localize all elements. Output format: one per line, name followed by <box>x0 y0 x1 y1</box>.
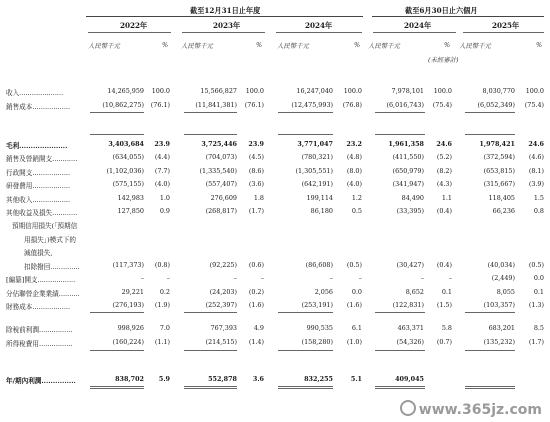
percent-cell: 100.0 <box>245 87 264 95</box>
unit-percent-label: % <box>354 41 361 49</box>
amount-cell: – <box>233 274 237 282</box>
subtotal-rule <box>184 112 237 113</box>
amount-cell: 8,652 <box>405 288 424 296</box>
percent-cell: (0.6) <box>248 261 264 269</box>
subtotal-rule <box>278 134 333 135</box>
total-double-rule <box>90 388 144 389</box>
percent-cell: (4.5) <box>248 153 264 161</box>
percent-cell: (0.5) <box>528 261 544 269</box>
header-group-annual-rule <box>86 16 363 17</box>
row-label: 銷售成本.................. <box>6 103 71 111</box>
subtotal-rule <box>90 112 144 113</box>
amount-cell: 767,393 <box>210 324 237 332</box>
amount-cell: (103,357) <box>483 301 515 309</box>
unit-percent-label: % <box>536 41 543 49</box>
amount-cell: (704,073) <box>205 153 237 161</box>
amount-cell: 838,702 <box>115 375 144 383</box>
row-label: 所得稅費用................ <box>6 340 73 348</box>
total-double-rule <box>278 386 333 387</box>
subtotal-rule <box>184 350 237 351</box>
percent-cell: 0.0 <box>533 274 544 282</box>
amount-cell: (92,225) <box>209 261 237 269</box>
percent-cell: – <box>358 274 362 282</box>
amount-cell: (411,550) <box>392 153 424 161</box>
percent-cell: 7.0 <box>159 324 170 332</box>
amount-cell: (12,475,993) <box>291 101 333 109</box>
percent-cell: 1.8 <box>253 194 264 202</box>
amount-cell: (122,831) <box>392 301 424 309</box>
amount-cell: – <box>140 274 144 282</box>
percent-cell: (8.2) <box>436 167 452 175</box>
header-group-interim-rule <box>372 16 544 17</box>
unaudited-label: (未經審計) <box>428 56 459 64</box>
subtotal-rule <box>90 350 144 351</box>
amount-cell: 15,566,827 <box>200 87 237 95</box>
amount-cell: (40,034) <box>487 261 515 269</box>
amount-cell: (24,203) <box>209 288 237 296</box>
amount-cell: 990,535 <box>306 324 333 332</box>
percent-cell: 5.1 <box>350 375 362 383</box>
percent-cell: (4.6) <box>528 153 544 161</box>
amount-cell: (642,191) <box>301 180 333 188</box>
amount-cell: 998,926 <box>117 324 144 332</box>
subtotal-rule <box>375 134 425 135</box>
amount-cell: 84,490 <box>401 194 424 202</box>
amount-cell: (6,052,349) <box>477 101 515 109</box>
year-rule-2024 <box>276 32 362 33</box>
percent-cell: (0.7) <box>436 338 452 346</box>
percent-cell: – <box>448 274 452 282</box>
percent-cell: 4.9 <box>253 324 264 332</box>
amount-cell: 2,056 <box>314 288 333 296</box>
amount-cell: – <box>420 274 424 282</box>
amount-cell: (650,979) <box>392 167 424 175</box>
percent-cell: (0.5) <box>346 261 362 269</box>
percent-cell: (8.6) <box>248 167 264 175</box>
row-label: 其他收入.................. <box>6 196 71 204</box>
amount-cell: (253,191) <box>301 301 333 309</box>
year-header-2022: 2022年 <box>120 21 148 30</box>
amount-cell: 29,221 <box>121 288 144 296</box>
year-header-2025-interim: 2025年 <box>492 21 520 30</box>
amount-cell: (780,321) <box>301 153 333 161</box>
amount-cell: 832,255 <box>304 375 333 383</box>
subtotal-rule <box>90 134 144 135</box>
amount-cell: (11,841,381) <box>195 101 237 109</box>
subtotal-rule <box>465 112 515 113</box>
percent-cell: 8.5 <box>533 324 544 332</box>
percent-cell: (0.8) <box>154 261 170 269</box>
subtotal-rule <box>375 350 425 351</box>
percent-cell: (1.4) <box>248 338 264 346</box>
row-label: 扣除撥回.............. <box>24 263 80 271</box>
amount-cell: (1,335,540) <box>199 167 237 175</box>
percent-cell: (1.0) <box>346 338 362 346</box>
amount-cell: (634,055) <box>112 153 144 161</box>
percent-cell: 100.0 <box>151 87 170 95</box>
percent-cell: 0.5 <box>351 207 362 215</box>
year-header-2024: 2024年 <box>305 21 333 30</box>
percent-cell: (4.4) <box>154 153 170 161</box>
percent-cell: 1.1 <box>441 194 452 202</box>
amount-cell: (372,594) <box>483 153 515 161</box>
percent-cell: (1.7) <box>248 207 264 215</box>
subtotal-rule <box>278 350 333 351</box>
amount-cell: 118,405 <box>488 194 515 202</box>
percent-cell: (0.2) <box>248 288 264 296</box>
unit-amount-label: 人民幣千元 <box>181 42 213 50</box>
amount-cell: 1,978,421 <box>479 140 515 148</box>
row-label: 預期信用損失(「預期信 <box>12 222 78 230</box>
row-label: 減值損失, <box>24 249 53 257</box>
amount-cell: (30,427) <box>396 261 424 269</box>
amount-cell: 276,609 <box>210 194 237 202</box>
percent-cell: (1.7) <box>528 338 544 346</box>
subtotal-rule <box>278 312 333 313</box>
watermark-text: www.365jz.com <box>418 402 542 418</box>
subtotal-rule <box>90 312 144 313</box>
percent-cell: – <box>260 274 264 282</box>
amount-cell: (158,280) <box>301 338 333 346</box>
percent-cell: 0.8 <box>533 207 544 215</box>
percent-cell: (8.1) <box>528 167 544 175</box>
total-double-rule <box>184 386 237 387</box>
amount-cell: 199,114 <box>306 194 333 202</box>
amount-cell: 1,961,358 <box>388 140 424 148</box>
amount-cell: (33,395) <box>396 207 424 215</box>
row-label: 研發費用.................. <box>6 182 71 190</box>
percent-cell: 6.1 <box>351 324 362 332</box>
percent-cell: (1.5) <box>436 301 452 309</box>
unit-amount-label: 人民幣千元 <box>277 42 309 50</box>
percent-cell: (4.0) <box>154 180 170 188</box>
percent-cell: 100.0 <box>525 87 544 95</box>
percent-cell: 1.2 <box>351 194 362 202</box>
subtotal-rule <box>375 112 425 113</box>
amount-cell: 8,030,770 <box>482 87 515 95</box>
amount-cell: 3,771,047 <box>297 140 333 148</box>
percent-cell: (3.9) <box>528 180 544 188</box>
amount-cell: (557,407) <box>205 180 237 188</box>
percent-cell: (8.0) <box>346 167 362 175</box>
percent-cell: – <box>166 274 170 282</box>
percent-cell: (4.3) <box>436 180 452 188</box>
percent-cell: (4.8) <box>346 153 362 161</box>
unit-amount-label: 人民幣千元 <box>88 42 120 50</box>
total-double-rule <box>184 388 237 389</box>
unit-percent-label: % <box>162 41 169 49</box>
watermark-logo-icon <box>400 400 416 416</box>
row-label: [編纂]開支.................. <box>6 276 76 284</box>
amount-cell: 142,983 <box>117 194 144 202</box>
row-label: 收入..................... <box>6 89 64 97</box>
amount-cell: (575,155) <box>112 180 144 188</box>
subtotal-rule <box>465 134 515 135</box>
amount-cell: (252,397) <box>205 301 237 309</box>
percent-cell: (1.9) <box>154 301 170 309</box>
amount-cell: (268,817) <box>205 207 237 215</box>
amount-cell: 86,180 <box>310 207 333 215</box>
amount-cell: 463,371 <box>397 324 424 332</box>
amount-cell: (160,224) <box>112 338 144 346</box>
total-double-rule <box>90 386 144 387</box>
amount-cell: 409,045 <box>395 375 424 383</box>
percent-cell: 3.6 <box>252 375 264 383</box>
percent-cell: 100.0 <box>343 87 362 95</box>
percent-cell: (1.6) <box>346 301 362 309</box>
percent-cell: (0.4) <box>436 207 452 215</box>
percent-cell: 0.0 <box>351 288 362 296</box>
amount-cell: 127,850 <box>117 207 144 215</box>
unit-amount-label: 人民幣千元 <box>368 42 400 50</box>
amount-cell: (276,193) <box>112 301 144 309</box>
amount-cell: (10,862,275) <box>102 101 144 109</box>
amount-cell: – <box>329 274 333 282</box>
amount-cell: (2,449) <box>491 274 515 282</box>
row-label: 銷售及營銷開支............ <box>6 155 78 163</box>
amount-cell: (1,305,551) <box>295 167 333 175</box>
total-double-rule <box>465 386 515 387</box>
amount-cell: 7,978,101 <box>391 87 424 95</box>
year-rule-2025-interim <box>463 32 544 33</box>
percent-cell: 24.6 <box>436 140 452 148</box>
year-rule-2022 <box>88 32 171 33</box>
amount-cell: 683,201 <box>488 324 515 332</box>
percent-cell: (5.2) <box>436 153 452 161</box>
subtotal-rule <box>375 312 425 313</box>
amount-cell: (315,667) <box>483 180 515 188</box>
percent-cell: 23.9 <box>154 140 170 148</box>
amount-cell: 8,055 <box>496 288 515 296</box>
unit-percent-label: % <box>256 41 263 49</box>
total-double-rule <box>375 386 425 387</box>
total-double-rule <box>465 388 515 389</box>
header-group-interim: 截至6月30日止六個月 <box>405 6 478 15</box>
percent-cell: 24.6 <box>528 140 544 148</box>
unit-amount-label: 人民幣千元 <box>459 42 491 50</box>
amount-cell: (54,326) <box>396 338 424 346</box>
percent-cell: 1.0 <box>159 194 170 202</box>
percent-cell: (75.4) <box>524 101 544 109</box>
percent-cell: (4.0) <box>346 180 362 188</box>
amount-cell: (214,515) <box>205 338 237 346</box>
percent-cell: 23.2 <box>346 140 362 148</box>
percent-cell: (1.1) <box>154 338 170 346</box>
row-label: 其他收益及損失............ <box>6 209 78 217</box>
amount-cell: 66,236 <box>492 207 515 215</box>
row-label: 分佔聯營企業業績.......... <box>6 290 80 298</box>
amount-cell: 3,725,446 <box>201 140 237 148</box>
amount-cell: 16,247,040 <box>296 87 333 95</box>
year-header-2024-interim: 2024年 <box>404 21 432 30</box>
percent-cell: (1.6) <box>248 301 264 309</box>
header-group-annual: 截至12月31日止年度 <box>190 6 261 15</box>
percent-cell: 1.5 <box>533 194 544 202</box>
percent-cell: 0.2 <box>159 288 170 296</box>
amount-cell: 14,265,959 <box>107 87 144 95</box>
amount-cell: 3,403,684 <box>108 140 144 148</box>
year-rule-2023 <box>182 32 265 33</box>
total-double-rule <box>375 388 425 389</box>
row-label: 年/期內利潤............... <box>6 377 76 385</box>
percent-cell: (76.1) <box>150 101 170 109</box>
year-rule-2024-interim <box>373 32 456 33</box>
percent-cell: 0.1 <box>441 288 452 296</box>
row-label: 除稅前利潤................ <box>6 326 73 334</box>
percent-cell: (0.4) <box>436 261 452 269</box>
percent-cell: 5.8 <box>441 324 452 332</box>
amount-cell: (135,232) <box>483 338 515 346</box>
amount-cell: (1,102,036) <box>106 167 144 175</box>
subtotal-rule <box>184 134 237 135</box>
amount-cell: (117,373) <box>112 261 144 269</box>
row-label: 用損失」)模式下的 <box>24 236 77 244</box>
row-label: 財務成本.................. <box>6 303 71 311</box>
subtotal-rule <box>278 112 333 113</box>
percent-cell: 0.9 <box>159 207 170 215</box>
percent-cell: (1.3) <box>528 301 544 309</box>
subtotal-rule <box>465 350 515 351</box>
percent-cell: (75.4) <box>432 101 452 109</box>
row-label: 行政開支.................. <box>6 169 71 177</box>
percent-cell: (76.1) <box>244 101 264 109</box>
year-header-2023: 2023年 <box>213 21 241 30</box>
percent-cell: (7.7) <box>154 167 170 175</box>
total-double-rule <box>278 388 333 389</box>
amount-cell: (341,947) <box>392 180 424 188</box>
percent-cell: (3.6) <box>248 180 264 188</box>
amount-cell: (86,608) <box>305 261 333 269</box>
unit-percent-label: % <box>444 41 451 49</box>
percent-cell: 100.0 <box>433 87 452 95</box>
amount-cell: 552,878 <box>208 375 237 383</box>
percent-cell: (76.8) <box>342 101 362 109</box>
watermark <box>400 400 542 418</box>
amount-cell: (653,815) <box>483 167 515 175</box>
percent-cell: 5.9 <box>158 375 170 383</box>
subtotal-rule <box>465 312 515 313</box>
row-label: 毛利..................... <box>6 142 68 150</box>
percent-cell: 0.1 <box>533 288 544 296</box>
subtotal-rule <box>184 312 237 313</box>
amount-cell: (6,016,743) <box>386 101 424 109</box>
percent-cell: 23.9 <box>248 140 264 148</box>
